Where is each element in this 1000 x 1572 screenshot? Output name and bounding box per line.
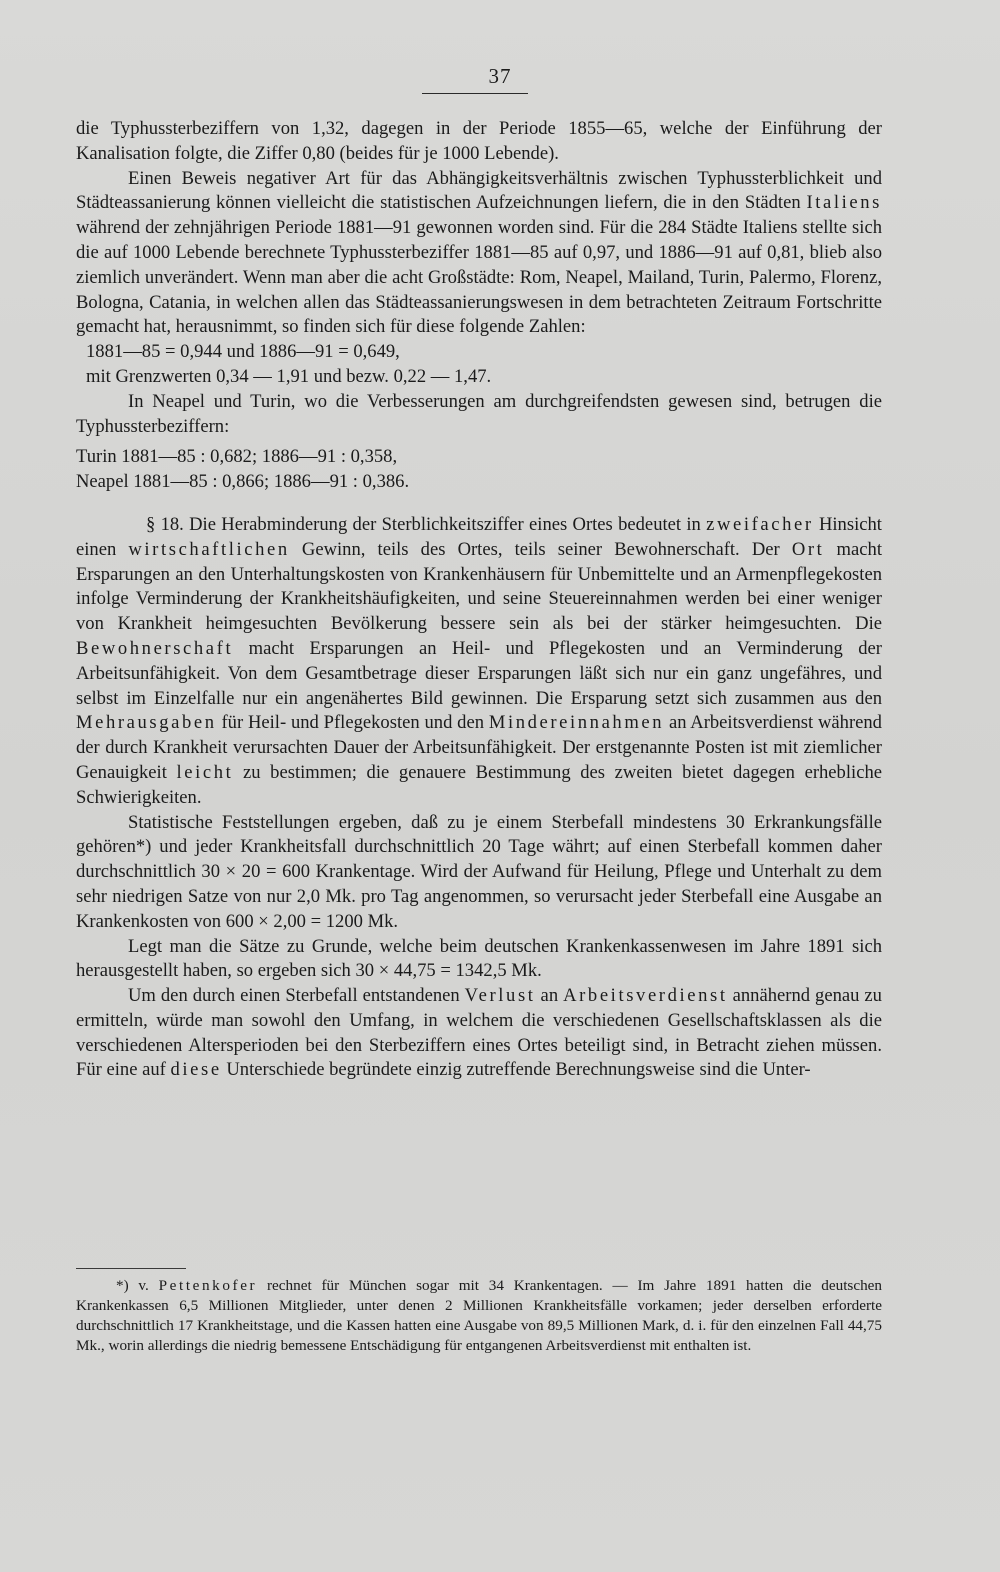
spaced-emphasis: Mindereinnahmen <box>488 712 665 734</box>
paragraph <box>76 811 882 935</box>
paragraph <box>76 167 882 341</box>
formula-line: Turin 1881—85 : 0,682; 1886—91 : 0,358, <box>76 446 398 468</box>
text-run: In Neapel und Turin, wo die Verbesserungen am durchgreifendsten gewesen sind, betrugen die Typhussterbeziffern: <box>76 390 882 437</box>
text-run: Legt man die Sätze zu Grunde, welche beim deutschen Krankenkassenwesen im Jahre 1891 sich herausgestellt haben, so ergeben sich 30 × 44,75 = 1342,5 Mk. <box>76 935 882 982</box>
text-run: Gewinn, teils des Ortes, teils seiner Bewohnerschaft. Der <box>289 538 792 560</box>
text-run: macht Ersparungen an den Unterhaltungskosten von Krankenhäusern für Unbemittelte und an Armenpflegekosten infolge Verminderung der Krankheitshäufigkeiten, und seine Steuereinnahmen werden bei einer weniger von Krankheit heimgesuchten Bevölkerung bessere sein als bei der stärker heimgesuchten. Die <box>76 538 882 635</box>
footnote-paragraph <box>76 1276 882 1356</box>
spacer <box>76 495 882 507</box>
text-run: macht Ersparungen an Heil- und Pflegekosten und an Verminderung der Arbeitsunfähigkeit. Von dem Gesamtbetrage dieser Ersparungen läßt sich nur ein ganz ungefähres, und selbst im Einzelfalle nur ein angenähertes Bild gewinnen. Die Ersparung setzt sich zusammen aus den <box>76 637 882 709</box>
paragraph <box>76 984 882 1083</box>
text-run: rechnet für München sogar mit 34 Krankentagen. — Im Jahre 1891 hatten die deutschen Krankenkassen 6,5 Millionen Mitglieder, unter denen 2 Millionen Krankheitsfälle vorkamen; jeder derselben erforderte durchschnittlich 17 Krankheitstage, und die Kassen hatten eine Ausgabe von 89,5 Millionen Mark, d. i. für den einzelnen Fall 44,75 Mk., worin allerdings die niedrig bemessene Entschädigung für entgangenen Arbeitsverdienst mit enthalten ist. <box>76 1277 882 1354</box>
spaced-emphasis: diese <box>170 1059 222 1081</box>
spaced-emphasis: Arbeitsverdienst <box>563 985 728 1007</box>
text-run: *) v. <box>116 1277 159 1294</box>
formula-line: Neapel 1881—85 : 0,866; 1886—91 : 0,386. <box>76 471 410 493</box>
footnote <box>76 1276 882 1356</box>
text-run: Hinsicht einen <box>76 513 882 560</box>
spaced-emphasis: Ort <box>791 538 825 560</box>
paragraph <box>76 117 882 167</box>
section-18-paragraph <box>76 513 882 811</box>
formula-line: mit Grenzwerten 0,34 — 1,91 und bezw. 0,22 — 1,47. <box>86 365 492 387</box>
paragraph <box>76 935 882 985</box>
text-run: an <box>535 985 564 1007</box>
spaced-emphasis: zweifacher <box>706 513 814 535</box>
spaced-emphasis: Bewohnerschaft <box>76 637 234 659</box>
paragraph <box>76 390 882 440</box>
header-rule <box>422 93 528 94</box>
spaced-emphasis: Italiens <box>806 192 882 214</box>
text-run: Um den durch einen Sterbefall entstandenen <box>128 985 465 1007</box>
spaced-emphasis: Mehrausgaben <box>76 712 217 734</box>
spaced-emphasis: wirtschaftlichen <box>128 538 290 560</box>
text-run: annähernd genau zu ermitteln, würde man sowohl den Umfang, in welchem die verschiedenen Gesellschaftsklassen als die verschiedenen Altersperioden bei den Sterbeziffern eines Ortes beteiligt sind, in Betracht ziehen müssen. Für eine auf <box>76 985 882 1081</box>
footnote-rule <box>76 1268 186 1269</box>
text-run: für Heil- und Pflegekosten und den <box>216 712 489 734</box>
spaced-emphasis: Verlust <box>464 985 536 1007</box>
text-run: an Arbeitsverdienst während der durch Krankheit verursachten Dauer der Arbeitsunfähigkeit. Der erstgenannte Posten ist mit ziemlicher Genauigkeit <box>76 712 882 783</box>
main-text <box>76 117 882 1083</box>
text-run: § 18. Die Herabminderung der Sterblichkeitsziffer eines Ortes bedeutet in <box>146 513 707 535</box>
spaced-emphasis: leicht <box>176 761 234 783</box>
text-run: zu bestimmen; die genauere Bestimmung des zweiten bietet dagegen erhebliche Schwierigkeiten. <box>76 761 882 808</box>
text-run: Einen Beweis negativer Art für das Abhängigkeitsverhältnis zwischen Typhussterblichkeit und Städteassanierung können vielleicht die statistischen Aufzeichnungen liefern, die in den Städten <box>76 167 882 214</box>
text-run: die Typhussterbeziffern von 1,32, dagegen in der Periode 1855—65, welche der Einführung der Kanalisation folgte, die Ziffer 0,80 (beides für je 1000 Lebende). <box>76 118 882 164</box>
text-run: Unterschiede begründete einzig zutreffende Berechnungsweise sind die Unter- <box>221 1059 811 1081</box>
text-run: während der zehnjährigen Periode 1881—91 gewonnen worden sind. Für die 284 Städte Italiens stellte sich die auf 1000 Lebende berechnete Typhussterbeziffer 1881—85 auf 0,97, und 1886—91 auf 0,81, blieb also ziemlich unverändert. Wenn man aber die acht Großstädte: Rom, Neapel, Mailand, Turin, Palermo, Florenz, Bologna, Catania, in welchen allen das Städteassanierungswesen in dem betrachteten Zeitraum Fortschritte gemacht hat, herausnimmt, so finden sich für diese folgende Zahlen: <box>76 217 882 338</box>
text-run: Statistische Feststellungen ergeben, daß zu je einem Sterbefall mindestens 30 Erkrankungsfälle gehören*) und jeder Krankheitsfall durchschnittlich 20 Tage währt; auf einen Sterbefall kommen daher durchschnittlich 30 × 20 = 600 Krankentage. Wird der Aufwand für Heilung, Pflege und Unterhalt zu dem sehr niedrigen Satze von nur 2,0 Mk. pro Tag angenommen, so verursacht jeder Sterbefall eine Ausgabe an Krankenkosten von 600 × 2,00 = 1200 Mk. <box>76 811 882 932</box>
spaced-emphasis: Pettenkofer <box>158 1277 258 1294</box>
page-number: 37 <box>488 64 512 88</box>
formula-line: 1881—85 = 0,944 und 1886—91 = 0,649, <box>86 341 400 363</box>
